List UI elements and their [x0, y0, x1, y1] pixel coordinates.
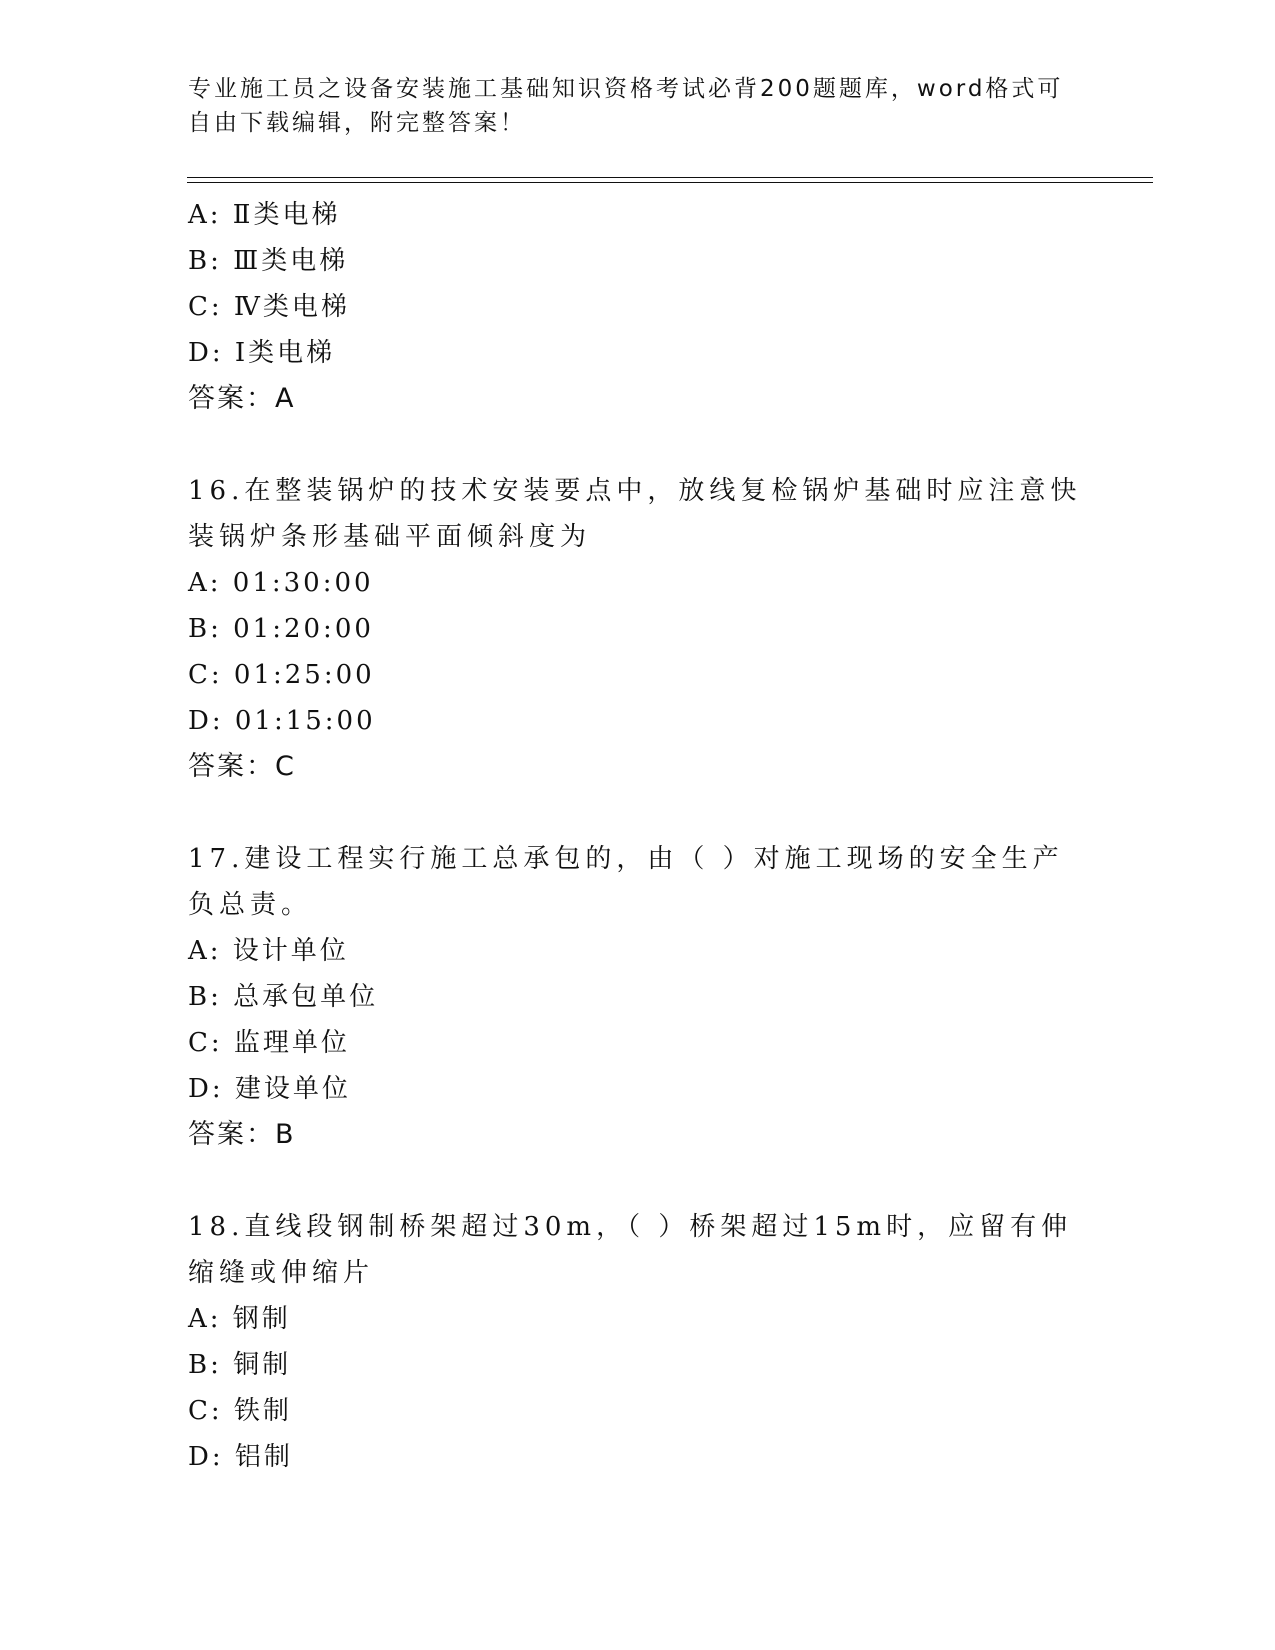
option-b: B: 铜制 — [188, 1350, 292, 1380]
header-rule-bottom — [187, 182, 1153, 183]
option-d: D: Ⅰ类电梯 — [188, 338, 336, 368]
option-d: D: 铝制 — [188, 1442, 293, 1472]
document-header: 专业施工员之设备安装施工基础知识资格考试必背200题题库，word格式可自由下载编辑，附完整答案！ — [188, 76, 1064, 136]
option-a: A: Ⅱ类电梯 — [188, 200, 341, 230]
option-c: C: 铁制 — [188, 1396, 292, 1426]
option-c: C: 01:25:00 — [188, 660, 375, 690]
option-d: D: 建设单位 — [188, 1074, 351, 1104]
option-c: C: 监理单位 — [188, 1028, 350, 1058]
question-list — [188, 192, 1088, 1480]
option-a: A: 01:30:00 — [188, 568, 374, 598]
question-18 — [188, 1204, 1088, 1480]
question-text: 18.直线段钢制桥架超过30m，（ ）桥架超过15m时，应留有伸缩缝或伸缩片 — [188, 1212, 1073, 1288]
option-c: C: Ⅳ类电梯 — [188, 292, 350, 322]
option-b: B: 总承包单位 — [188, 982, 379, 1012]
question-16 — [188, 468, 1088, 790]
question-text: 17.建设工程实行施工总承包的，由（ ）对施工现场的安全生产负总责。 — [188, 844, 1064, 920]
question-15 — [188, 192, 1088, 422]
answer: 答案：B — [188, 1119, 296, 1150]
answer: 答案：A — [188, 383, 296, 414]
header-rule-top — [187, 177, 1153, 178]
option-b: B: Ⅲ类电梯 — [188, 246, 349, 276]
option-b: B: 01:20:00 — [188, 614, 374, 644]
option-d: D: 01:15:00 — [188, 706, 376, 736]
question-text: 16.在整装锅炉的技术安装要点中，放线复检锅炉基础时应注意快装锅炉条形基础平面倾斜度为 — [188, 476, 1082, 552]
option-a: A: 设计单位 — [188, 936, 349, 966]
answer: 答案：C — [188, 751, 296, 782]
option-a: A: 钢制 — [188, 1304, 291, 1334]
question-17 — [188, 836, 1088, 1158]
